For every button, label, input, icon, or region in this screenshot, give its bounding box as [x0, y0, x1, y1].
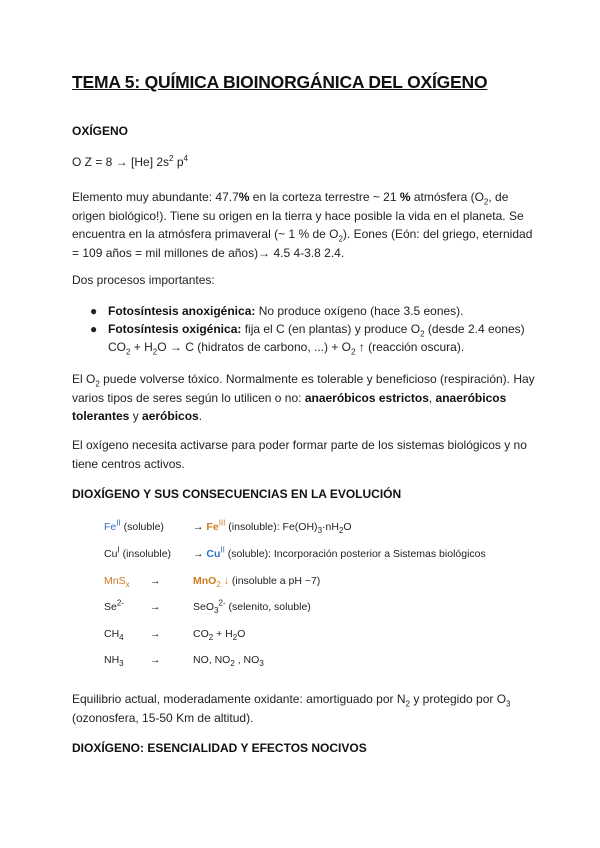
reaction-row-nh3-left: $NH_3$: [104, 654, 124, 669]
reaction-row-ch4-right: $CO_2 + H_2O$: [193, 628, 246, 643]
reaction-row-cu-right: → $Cu^{II}$ (soluble): Incorporación posterior a Sistemas biológicos: [193, 545, 486, 560]
bullet-dot: ●: [90, 322, 98, 336]
electron-configuration: O Z = 8 → [He] $2s^2$ $p^4$: [72, 154, 188, 169]
reaction-row-se-left: $Se^{2-}$: [104, 598, 124, 613]
paragraph-abundance: Elemento muy abundante: 47.7% en la corteza terrestre ~ 21 % atmósfera ($O_2$, de origen biológico!). Tiene su origen en la tierra y hace posible la vida en el planeta. Se encuentra en la atmósfera primaveral (~ 1 % de $O_2$). Eones (Eón: del griego, eternidad = 109 años = mil millones de años)→ 4.5 4-3.8 2.4.: [72, 190, 533, 260]
paragraph-toxicity: El $O_2$ puede volverse tóxico. Normalmente es tolerable y beneficioso (respiración). Hay varios tipos de seres según lo utilicen o no: anaeróbicos estrictos, anaeróbicos tolerantes y aeróbicos.: [72, 372, 535, 423]
section-heading-dioxigeno-evolucion: DIOXÍGENO Y SUS CONSECUENCIAS EN LA EVOLUCIÓN: [72, 487, 402, 501]
reaction-row-se-right: SeO$_3^{2-}$ (selenito, soluble): [193, 598, 311, 616]
reaction-row-fe-left: $Fe^{II}$ (soluble): [104, 518, 164, 533]
reaction-row-mn-left: MnS$_x$: [104, 575, 130, 590]
reaction-row-fe-right: → $Fe^{III}$ (insoluble): $Fe(OH)_3\cdot nH_2O$: [193, 518, 352, 536]
paragraph-equilibrium: Equilibrio actual, moderadamente oxidante: amortiguado por $N_2$ y protegido por $O_3$ (ozonosfera, 15-50 Km de altitud).: [72, 692, 511, 725]
reaction-arrow: →: [150, 654, 161, 666]
section-heading-esencialidad: DIOXÍGENO: ESENCIALIDAD Y EFECTOS NOCIVOS: [72, 741, 367, 755]
reaction-row-cu-left: $Cu^I$ (insoluble): [104, 545, 172, 560]
reaction-arrow: →: [150, 601, 161, 613]
section-heading-oxigeno: OXÍGENO: [72, 124, 129, 138]
bullet-dot: ●: [90, 304, 98, 318]
reaction-row-mn-right: MnO$_2$ ↓ (insoluble a pH ~7): [193, 575, 321, 590]
paragraph-processes: Dos procesos importantes:: [72, 273, 215, 287]
reaction-arrow: →: [150, 575, 161, 587]
reaction-row-ch4-left: $CH_4$: [104, 628, 124, 643]
reaction-row-nh3-right: NO, $NO_2$ , $NO_3$: [193, 654, 264, 669]
bullet-oxigenica: Fotosíntesis oxigénica: fija el C (en plantas) y produce $O_2$ (desde 2.4 eones) $CO_2 + H_2O \to C$ (hidratos de carbono, ...) + $O_2$ ↑ (reacción oscura).: [108, 322, 525, 357]
paragraph-activation: El oxígeno necesita activarse para poder formar parte de los sistemas biológicos y no tiene centros activos.: [72, 438, 527, 471]
bullet-anoxigenica: Fotosíntesis anoxigénica: No produce oxígeno (hace 3.5 eones).: [108, 304, 464, 318]
page-title: TEMA 5: QUÍMICA BIOINORGÁNICA DEL OXÍGENO: [72, 72, 488, 92]
reaction-arrow: →: [150, 628, 161, 640]
